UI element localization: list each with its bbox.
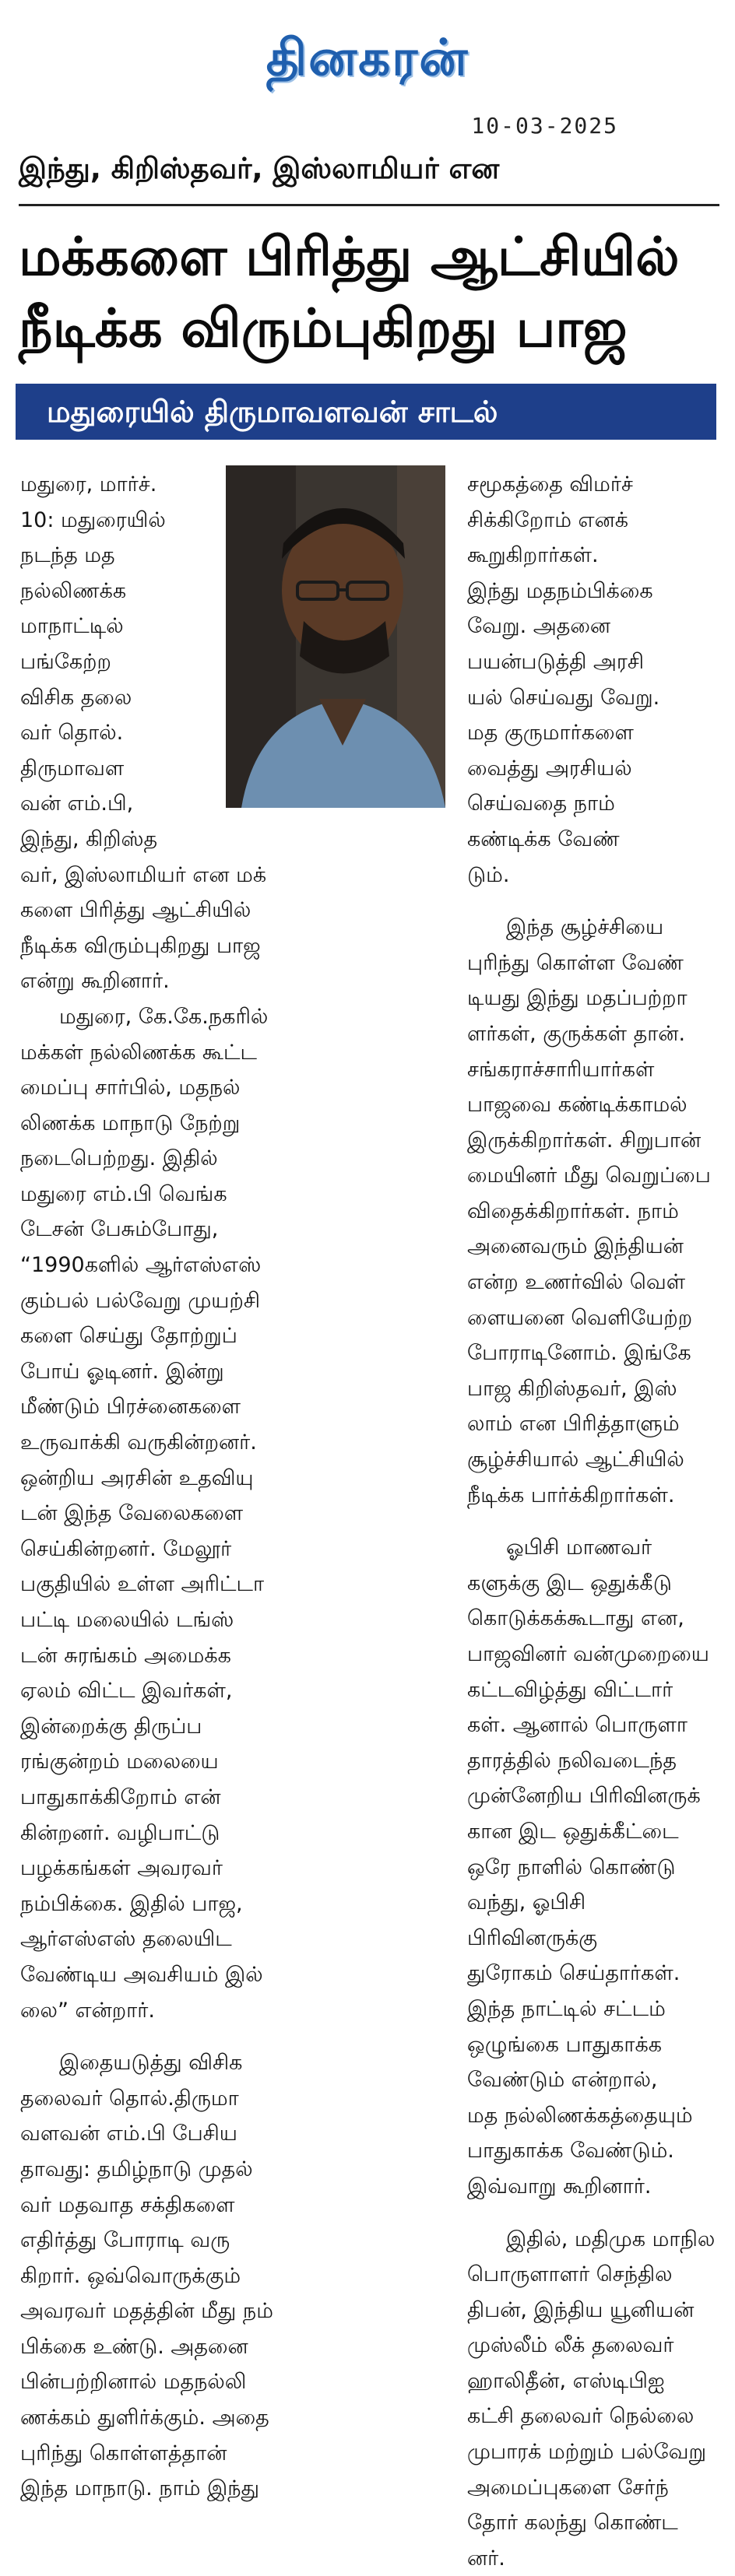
article-text-line: மதுரை எம்.பி வெங்க <box>20 1181 227 1206</box>
article-text-line: இதையடுத்து விசிக <box>59 2051 243 2076</box>
article-text-line: இந்து மதநம்பிக்கை <box>467 578 653 603</box>
paragraph-gap <box>467 1513 718 1530</box>
article-text-line: பிக்கை உண்டு. அதனை <box>20 2334 248 2359</box>
article-text-line: தாரத்தில் நலிவடைந்த <box>467 1748 677 1773</box>
article-text-line: நீடிக்க விரும்புகிறது பாஜ <box>20 933 261 958</box>
paragraph-gap <box>467 893 718 910</box>
article-text-line: பாஜ கிறிஸ்தவர், இஸ் <box>467 1376 677 1401</box>
article-text-line: கான இட ஒதுக்கீட்டை <box>467 1819 679 1844</box>
article-text-line: யல் செய்வது வேறு. <box>467 685 660 710</box>
article-text-line: முஸ்லீம் லீக் தலைவர் <box>467 2333 674 2358</box>
article-text-line: டன் சுரங்கம் அமைக்க <box>20 1643 231 1668</box>
article-text-line: ஒன்றிய அரசின் உதவியு <box>20 1465 254 1490</box>
article-text-line: சூழ்ச்சியால் ஆட்சியில் <box>467 1448 684 1472</box>
article-text-line: சமூகத்தை விமர்ச் <box>467 472 633 497</box>
article-text-line: இவ்வாறு கூறினார். <box>467 2174 652 2199</box>
article-text-line: கும்பல் பல்வேறு முயற்சி <box>20 1288 260 1313</box>
masthead <box>0 16 735 101</box>
article-text-line: டன் இந்த வேலைகளை <box>20 1501 244 1526</box>
article-text-line: இந்த சூழ்ச்சியை <box>506 915 664 940</box>
article-text-line: வேறு. அதனை <box>467 614 611 639</box>
article-text-line: லிணக்க மாநாடு நேற்று <box>20 1111 241 1135</box>
article-text-line: போய் ஓடினர். இன்று <box>20 1359 224 1384</box>
article-text-line: அனைவரும் இந்தியன் <box>467 1234 684 1259</box>
newspaper-logo: தினகரன் <box>266 30 469 87</box>
article-text-line: பொருளாளர் செந்தில <box>467 2262 673 2287</box>
article-text-line: கிறார். ஒவ்வொருக்கும் <box>20 2263 241 2288</box>
article-text-line: மத குருமார்களை <box>467 721 634 746</box>
article-text-line: பின்பற்றினால் மதநல்லி <box>20 2370 247 2395</box>
article-text-line: மக்கள் நல்லிணக்க கூட்ட <box>20 1040 257 1065</box>
article-headline <box>19 222 719 365</box>
publication-date: 10-03-2025 <box>471 113 618 139</box>
article-text-line: முன்னேறிய பிரிவினருக் <box>467 1784 701 1809</box>
article-text-line: பங்கேற்ற <box>20 649 111 674</box>
article-text-line: டும். <box>467 862 510 887</box>
paragraph-gap <box>467 2205 718 2222</box>
article-text-line: செய்வதை நாம் <box>467 791 615 816</box>
paragraph-gap <box>20 2028 353 2045</box>
article-text-line: னர். <box>467 2546 505 2571</box>
article-text-line: பட்டி மலையில் டங்ஸ் <box>20 1608 234 1632</box>
article-text-line: புரிந்து கொள்ளத்தான் <box>20 2441 227 2465</box>
article-text-line: மத நல்லிணக்கத்தையும் <box>467 2103 693 2128</box>
article-text-line: கொடுக்கக்கூடாது என, <box>467 1606 684 1631</box>
article-text-line: நல்லிணக்க <box>20 578 127 603</box>
article-text-line: ளர்கள், குருக்கள் தான். <box>467 1021 686 1046</box>
article-text-line: நீடிக்க பார்க்கிறார்கள். <box>467 1483 675 1507</box>
article-text-line: களுக்கு இட ஒதுக்கீடு <box>467 1571 672 1595</box>
article-text-line: தலைவர் தொல்.திருமா <box>20 2086 239 2111</box>
article-text-line: பாஜவினர் வன்முறையை <box>467 1642 709 1666</box>
article-text-line: தோர் கலந்து கொண்ட <box>467 2511 678 2536</box>
article-text-line: இந்த நாட்டில் சட்டம் <box>467 1996 666 2021</box>
article-text-line: தாவது: தமிழ்நாடு முதல் <box>20 2157 253 2181</box>
article-text-line: ஓபிசி மாணவர் <box>506 1535 652 1560</box>
article-text-line: ணக்கம் துளிர்க்கும். அதை <box>20 2406 269 2430</box>
article-text-line: விசிக தலை <box>20 685 132 710</box>
article-text-line: லை” என்றார். <box>20 1998 155 2023</box>
article-text-line: கண்டிக்க வேண் <box>467 826 620 851</box>
article-text-line: சிக்கிறோம் எனக் <box>467 507 629 532</box>
article-text-line: இதில், மதிமுக மாநில <box>506 2227 716 2251</box>
divider-rule <box>19 204 719 206</box>
article-text-line: வர், இஸ்லாமியர் என மக் <box>20 862 267 887</box>
article-text-line: வர் மதவாத சக்திகளை <box>20 2192 235 2217</box>
article-text-line: வைத்து அரசியல் <box>467 756 632 781</box>
article-text-line: திபன், இந்திய யூனியன் <box>467 2297 695 2322</box>
article-text-line: ஒழுங்கை பாதுகாக்க <box>467 2032 663 2057</box>
article-text-line: இந்த மாநாடு. நாம் இந்து <box>20 2476 260 2501</box>
article-text-line: ளையனை வெளியேற்ற <box>467 1305 693 1330</box>
article-text-line: விதைக்கிறார்கள். நாம் <box>467 1199 679 1223</box>
article-text-line: நடைபெற்றது. இதில் <box>20 1146 218 1171</box>
headline-line-1: மக்களை பிரித்து ஆட்சியில் <box>19 226 680 288</box>
article-text-line: மதுரை, மார்ச். <box>20 472 157 497</box>
article-text-line: ஹாலிதீன், எஸ்டிபிஐ <box>467 2368 665 2393</box>
article-text-line: பயன்படுத்தி அரசி <box>467 649 645 674</box>
article-text-line: களை செய்து தோற்றுப் <box>20 1324 237 1349</box>
article-text-line: ஆர்எஸ்எஸ் தலையிட <box>20 1927 232 1952</box>
article-text-line: கூறுகிறார்கள். <box>467 543 599 568</box>
article-text-line: பாதுகாக்க வேண்டும். <box>467 2139 674 2164</box>
article-text-line: வளவன் எம்.பி பேசிய <box>20 2122 237 2146</box>
article-text-line: சங்கராச்சாரியார்கள் <box>467 1057 655 1082</box>
article-text-line: இன்றைக்கு திருப்ப <box>20 1714 202 1739</box>
article-text-line: மையினர் மீது வெறுப்பை <box>467 1163 711 1188</box>
article-text-line: வந்து, ஓபிசி பிரிவினருக்கு <box>467 1890 598 1950</box>
article-text-line: நம்பிக்கை. இதில் பாஜ, <box>20 1891 243 1916</box>
article-text-line: பாதுகாக்கிறோம் என் <box>20 1785 221 1809</box>
right-column <box>467 467 718 2576</box>
article-text-line: ஒரே நாளில் கொண்டு <box>467 1855 676 1879</box>
article-text-line: லாம் என பிரித்தாளும் <box>467 1412 680 1437</box>
article-text-line: முபாரக் மற்றும் பல்வேறு <box>467 2440 707 2465</box>
article-text-line: என்று கூறினார். <box>20 969 170 994</box>
article-text-line: கின்றனர். வழிபாட்டு <box>20 1820 220 1845</box>
article-text-line: பாஜவை கண்டிக்காமல் <box>467 1093 688 1118</box>
article-text-line: அவரவர் மதத்தின் மீது நம் <box>20 2299 273 2324</box>
article-text-line: செய்கின்றனர். மேலூர் <box>20 1536 232 1561</box>
article-kicker: இந்து, கிறிஸ்தவர், இஸ்லாமியர் என <box>19 152 500 185</box>
article-text-line: துரோகம் செய்தார்கள். <box>467 1961 680 1986</box>
article-text-line: மீண்டும் பிரச்னைகளை <box>20 1395 241 1420</box>
article-text-line: வன் எம்.பி, <box>20 791 134 816</box>
article-text-line: பகுதியில் உள்ள அரிட்டா <box>20 1572 265 1597</box>
article-text-line: மதுரை, கே.கே.நகரில் <box>59 1004 269 1029</box>
article-text-line: இந்து, கிறிஸ்த <box>20 826 158 851</box>
article-text-line: மைப்பு சார்பில், மதநல் <box>20 1076 241 1100</box>
article-subheadline: மதுரையில் திருமாவளவன் சாடல் <box>16 384 716 440</box>
article-text-line: பழக்கங்கள் அவரவர் <box>20 1856 223 1881</box>
article-text-line: டேசன் பேசும்போது, <box>20 1217 219 1242</box>
article-text-line: இருக்கிறார்கள். சிறுபான் <box>467 1128 702 1153</box>
article-text-line: டியது இந்து மதப்பற்றா <box>467 986 688 1011</box>
article-text-line: வேண்டிய அவசியம் இல் <box>20 1962 263 1987</box>
article-text-line: களை பிரித்து ஆட்சியில் <box>20 898 251 923</box>
article-text-line: புரிந்து கொள்ள வேண் <box>467 950 684 975</box>
article-text-line: என்ற உணர்வில் வெள் <box>467 1270 686 1295</box>
article-text-line: ஏலம் விட்ட இவர்கள், <box>20 1679 233 1704</box>
article-text-line: உருவாக்கி வருகின்றனர். <box>20 1430 257 1455</box>
article-text-line: அமைப்புகளை சேர்ந் <box>467 2475 669 2500</box>
article-text-line: மாநாட்டில் <box>20 614 124 639</box>
article-text-line: கள். ஆனால் பொருளா <box>467 1713 688 1738</box>
headline-line-2: நீடிக்க விரும்புகிறது பாஜ <box>19 298 628 360</box>
article-text-line: போராடினோம். இங்கே <box>467 1341 691 1366</box>
article-text-line: “1990களில் ஆர்எஸ்எஸ் <box>20 1253 262 1278</box>
article-text-line: ரங்குன்றம் மலையை <box>20 1750 219 1774</box>
article-text-line: கட்சி தலைவர் நெல்லை <box>467 2404 695 2429</box>
left-column <box>20 467 353 2507</box>
article-text-line: எதிர்த்து போராடி வரு <box>20 2228 230 2253</box>
article-text-line: வர் தொல். <box>20 721 124 746</box>
article-text-line: நடந்த மத <box>20 543 115 568</box>
article-text-line: 10: மதுரையில் <box>20 507 166 532</box>
article-text-line: திருமாவள <box>20 756 125 781</box>
article-text-line: கட்டவிழ்த்து விட்டார் <box>467 1677 673 1702</box>
article-text-line: வேண்டும் என்றால், <box>467 2068 658 2093</box>
